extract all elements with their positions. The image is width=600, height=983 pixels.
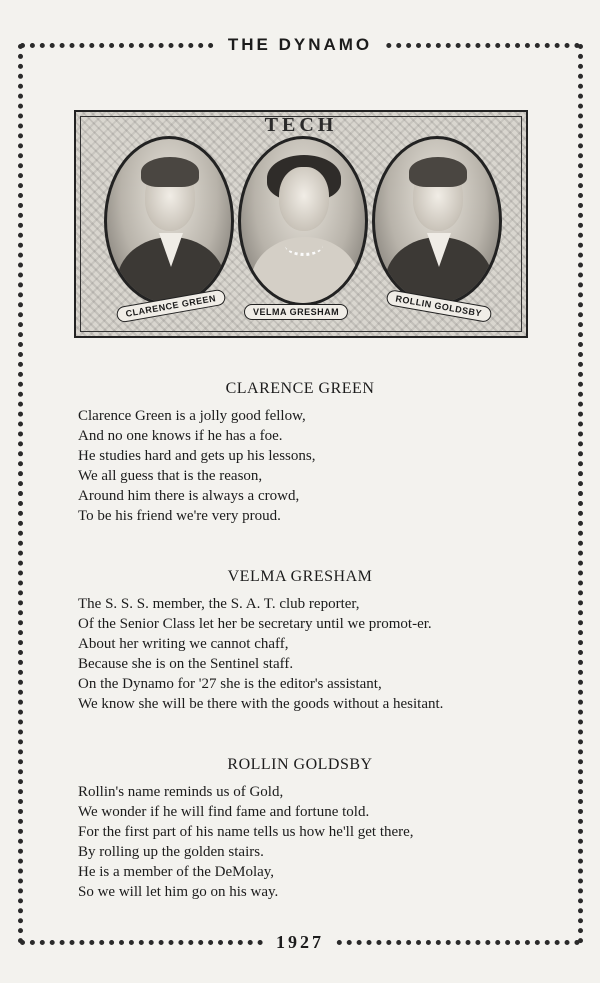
poem-line: By rolling up the golden stairs. xyxy=(78,844,264,860)
poem-line: To be his friend we're very proud. xyxy=(78,508,281,524)
section-title-rollin-goldsby: ROLLIN GOLDSBY xyxy=(227,756,373,773)
header-title: THE DYNAMO xyxy=(218,35,382,54)
poem-line: We wonder if he will find fame and fortune told. xyxy=(78,804,370,820)
border-left xyxy=(18,44,23,944)
portrait-panel xyxy=(74,110,528,338)
section-title-clarence-green: CLARENCE GREEN xyxy=(225,380,375,397)
name-ribbon-2: VELMA GRESHAM xyxy=(244,304,348,320)
footer-year: 1927 xyxy=(266,932,334,952)
poem-line: Around him there is always a crowd, xyxy=(78,488,300,504)
name-ribbon-3: ROLLIN GOLDSBY xyxy=(385,289,492,323)
poem-line: Because she is on the Sentinel staff. xyxy=(78,656,294,672)
poem-velma-gresham xyxy=(78,594,568,714)
name-ribbon-1: CLARENCE GREEN xyxy=(115,289,226,324)
section-title-velma-gresham: VELMA GRESHAM xyxy=(227,568,373,585)
poem-line: So we will let him go on his way. xyxy=(78,884,279,900)
border-right xyxy=(578,44,583,944)
poem-line: We know she will be there with the goods without a hesitant. xyxy=(78,696,444,712)
poem-line: On the Dynamo for '27 she is the editor's assistant, xyxy=(78,676,382,692)
poem-line: The S. S. S. member, the S. A. T. club reporter, xyxy=(78,596,360,612)
poem-line: Of the Senior Class let her be secretary until we promot-er. xyxy=(78,616,432,632)
poem-line: He studies hard and gets up his lessons, xyxy=(78,448,316,464)
page-footer xyxy=(0,932,600,953)
poem-clarence-green xyxy=(78,406,568,526)
portrait-clarence-green xyxy=(104,136,234,306)
poem-rollin-goldsby xyxy=(78,782,568,902)
poem-line: For the first part of his name tells us how he'll get there, xyxy=(78,824,414,840)
panel-banner: TECH xyxy=(264,114,338,136)
poem-line: We all guess that is the reason, xyxy=(78,468,263,484)
poem-line: About her writing we cannot chaff, xyxy=(78,636,289,652)
poem-line: He is a member of the DeMolay, xyxy=(78,864,275,880)
page-header xyxy=(0,35,600,55)
poem-line: Clarence Green is a jolly good fellow, xyxy=(78,408,306,424)
poem-line: And no one knows if he has a foe. xyxy=(78,428,283,444)
portrait-velma-gresham xyxy=(238,136,368,306)
portrait-rollin-goldsby xyxy=(372,136,502,306)
poem-line: Rollin's name reminds us of Gold, xyxy=(78,784,284,800)
